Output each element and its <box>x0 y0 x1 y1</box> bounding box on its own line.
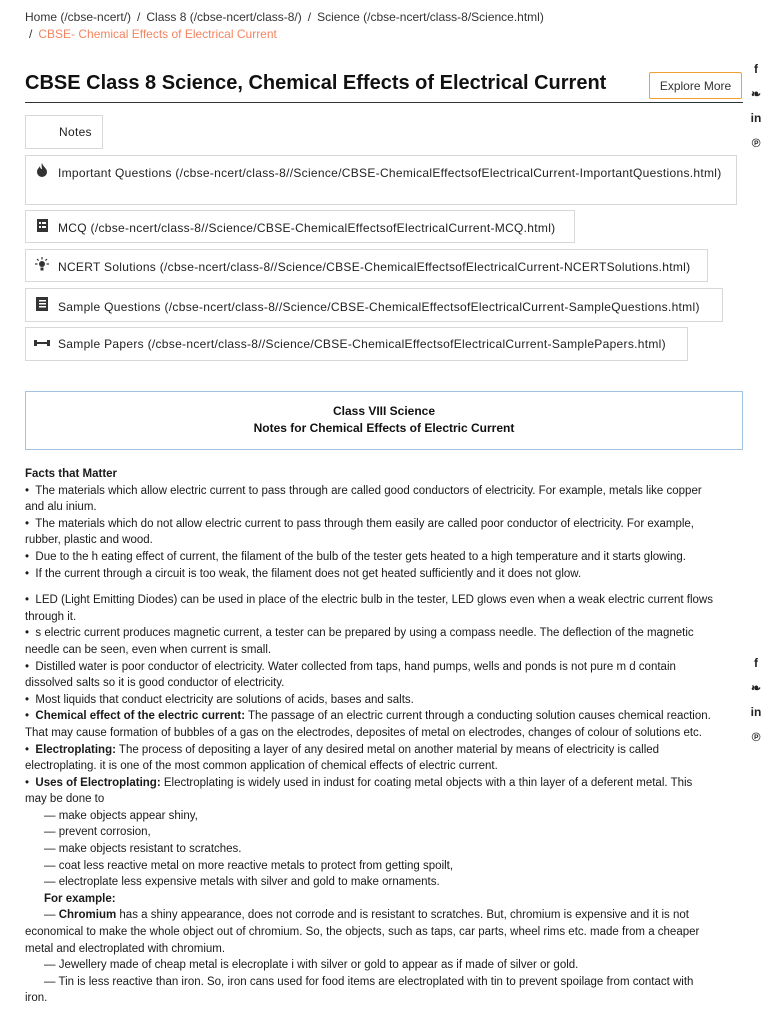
notes-header-class: Class VIII Science <box>332 404 436 418</box>
list-item: • Electroplating: The process of depositing a layer of any desired metal on another material by means of electricity is called electroplating. it is one of the most common application of chemical effects of electric current. <box>25 743 660 773</box>
breadcrumb <box>25 9 725 43</box>
list-item: • Uses of Electroplating: Electroplating is widely used in indust for coating metal objects with a thin layer of a deferent metal. This may be done to <box>25 776 693 806</box>
list-item: • If the current through a circuit is too weak, the filament does not get heated sufficiently and it does not glow. <box>25 567 582 580</box>
lightbulb-icon <box>34 257 50 275</box>
example-item: — Jewellery made of cheap metal is elecroplate i with silver or gold to appear as if made of silver or gold. <box>44 959 579 972</box>
nav-sample-questions[interactable] <box>25 288 723 322</box>
example-item: — Tin is less reactive than iron. So, iron cans used for food items are electroplated with tin to prevent spoilage from contact with iron. <box>25 975 694 1005</box>
sub-item: — coat less reactive metal on more reactive metals to protect from getting spoilt, <box>44 859 454 872</box>
nav-notes-label: Notes <box>59 125 92 139</box>
example-item: — Chromium has a shiny appearance, does not corrode and is resistant to scratches. But, chromium is expensive and it is not economical to make the whole object out of chromium. So, the objects, such as taps, car parts, wheel rims etc. made from a cheaper metal and electroplated with chromium. <box>25 909 700 955</box>
list-item: • Due to the h eating effect of current, the filament of the bulb of the tester gets heated to a high temperature and it starts glowing. <box>25 550 686 563</box>
linkedin-icon[interactable]: in <box>750 111 762 126</box>
notes-content <box>25 466 715 1007</box>
linkedin-icon[interactable]: in <box>750 705 762 720</box>
list-item: • s electric current produces magnetic current, a tester can be prepared by using a compass needle. The deflection of the magnetic needle can be seen, even when current is small. <box>25 627 694 656</box>
sub-item: — electroplate less expensive metals with silver and gold to make ornaments. <box>44 876 440 889</box>
sub-item: — make objects appear shiny, <box>44 809 198 822</box>
list-item: • Distilled water is poor conductor of electricity. Water collected from taps, hand pumps, wells and ponds is not pure m d contain dissolved salts so it is good conductor of electricity. <box>25 660 676 690</box>
document-icon <box>34 297 50 315</box>
breadcrumb-home[interactable]: Home (/cbse-ncert/) <box>25 10 132 24</box>
list-item: • LED (Light Emitting Diodes) can be used in place of the electric bulb in the tester, LED glows even when a weak electric current flows through it. <box>25 594 713 623</box>
page-title: CBSE Class 8 Science, Chemical Effects of Electrical Current <box>25 72 607 94</box>
facebook-icon[interactable]: f <box>754 656 758 670</box>
example-label: For example: <box>44 892 116 905</box>
explore-more-button[interactable]: Explore More <box>649 72 742 99</box>
nav-sample-papers-label: Sample Papers (/cbse-ncert/class-8//Science/CBSE-ChemicalEffectsofElectricalCurrent-SamplePapers.html) <box>58 337 666 351</box>
list-item: • Chemical effect of the electric current: The passage of an electric current through a conducting solution causes chemical reaction. That may cause formation of bubbles of a gas on the electrodes, deposites of metal on electrodes, changes of colour of solutions etc. <box>25 710 711 739</box>
list-item: • Most liquids that conduct electricity are solutions of acids, bases and salts. <box>25 693 414 706</box>
nav-sample-questions-label: Sample Questions (/cbse-ncert/class-8//Science/CBSE-ChemicalEffectsofElectricalCurrent-SampleQuestions.html) <box>58 300 700 314</box>
sub-item: — prevent corrosion, <box>44 826 151 839</box>
social-share-bar-bottom <box>748 651 764 749</box>
pinterest-icon[interactable]: ℗ <box>751 135 761 150</box>
clipboard-list-icon <box>34 218 50 236</box>
breadcrumb-science[interactable]: Science (/cbse-ncert/class-8/Science.html) <box>317 10 544 24</box>
twitter-icon[interactable]: ❧ <box>750 680 762 695</box>
twitter-icon[interactable]: ❧ <box>750 86 762 101</box>
breadcrumb-separator: / <box>29 27 33 41</box>
breadcrumb-class8[interactable]: Class 8 (/cbse-ncert/class-8/) <box>146 10 302 24</box>
social-share-bar-top <box>748 57 764 155</box>
nav-notes[interactable] <box>25 115 103 149</box>
breadcrumb-current[interactable]: CBSE- Chemical Effects of Electrical Current <box>38 27 277 41</box>
nav-ncert-solutions[interactable] <box>25 249 708 282</box>
title-divider <box>25 102 743 103</box>
nav-important-questions-label: Important Questions (/cbse-ncert/class-8//Science/CBSE-ChemicalEffectsofElectricalCurrent-ImportantQuestions.html) <box>58 166 722 180</box>
list-item: • The materials which do not allow electric current to pass through them easily are called poor conductor of electricity. For example, rubber, plastic and wood. <box>25 517 695 547</box>
notes-header <box>25 391 743 450</box>
nav-ncert-solutions-label: NCERT Solutions (/cbse-ncert/class-8//Science/CBSE-ChemicalEffectsofElectricalCurrent-NCERTSolutions.html) <box>58 260 691 274</box>
list-item: • The materials which allow electric current to pass through are called good conductors of electricity. For example, metals like copper and alu inium. <box>25 484 702 514</box>
nav-mcq[interactable] <box>25 210 575 243</box>
notes-header-subtitle: Notes for Chemical Effects of Electric Current <box>253 421 515 435</box>
nav-mcq-label: MCQ (/cbse-ncert/class-8//Science/CBSE-ChemicalEffectsofElectricalCurrent-MCQ.html) <box>58 221 556 235</box>
nav-sample-papers[interactable] <box>25 327 688 361</box>
section-heading: Facts that Matter <box>25 468 118 480</box>
sub-item: — make objects resistant to scratches. <box>44 843 242 856</box>
facebook-icon[interactable]: f <box>754 62 758 76</box>
breadcrumb-separator: / <box>137 10 141 24</box>
dumbbell-icon <box>34 336 50 352</box>
nav-important-questions[interactable] <box>25 155 737 205</box>
fire-icon <box>34 163 50 181</box>
pinterest-icon[interactable]: ℗ <box>751 729 761 744</box>
breadcrumb-separator: / <box>307 10 312 24</box>
